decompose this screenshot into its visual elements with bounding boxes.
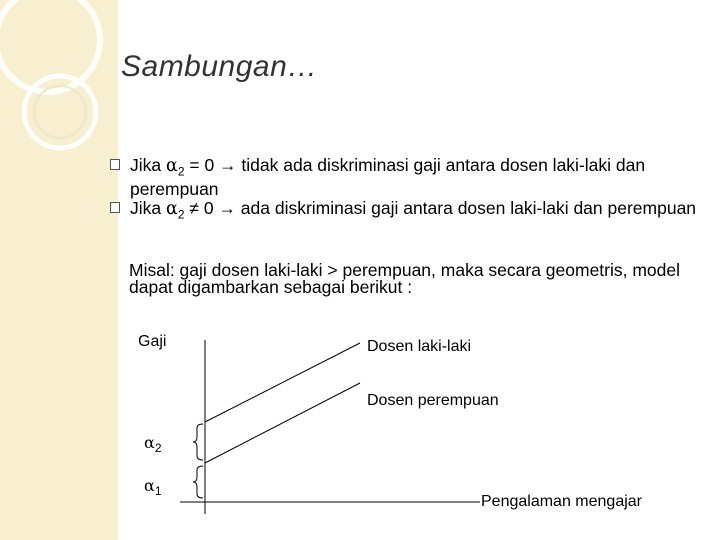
example-paragraph: Misal: gaji dosen laki-laki > perempuan, maka secara geometris, model dapat digambarkan sebagai berikut : bbox=[129, 260, 681, 297]
slide-title: Sambungan… bbox=[121, 50, 318, 83]
bullet-prefix: Jika bbox=[130, 197, 166, 218]
bullet-prefix: Jika bbox=[130, 155, 166, 175]
line-dosen-perempuan bbox=[205, 383, 360, 463]
line-label-laki-laki: Dosen laki-laki bbox=[367, 338, 472, 355]
alpha2-label: $\alpha_2$ bbox=[144, 433, 162, 456]
alpha-subscript: 2 bbox=[177, 207, 185, 221]
alpha1-label: $\alpha_1$ bbox=[144, 476, 162, 499]
line-dosen-laki-laki bbox=[205, 343, 360, 422]
brace-alpha1 bbox=[193, 466, 203, 498]
brace-alpha2 bbox=[193, 424, 203, 460]
alpha-symbol: α bbox=[165, 198, 178, 219]
x-axis-label: Pengalaman mengajar bbox=[481, 493, 642, 510]
bullet-text: ≠ 0 → ada diskriminasi gaji antara dosen laki-laki dan perempuan bbox=[184, 197, 697, 218]
bullet-text: = 0 → tidak ada diskriminasi gaji antara dosen laki-laki dan perempuan bbox=[130, 155, 646, 199]
y-axis-label: Gaji bbox=[138, 333, 167, 350]
alpha-symbol: α bbox=[165, 156, 178, 176]
alpha-subscript: 2 bbox=[177, 164, 185, 179]
line-label-perempuan: Dosen perempuan bbox=[367, 392, 499, 409]
